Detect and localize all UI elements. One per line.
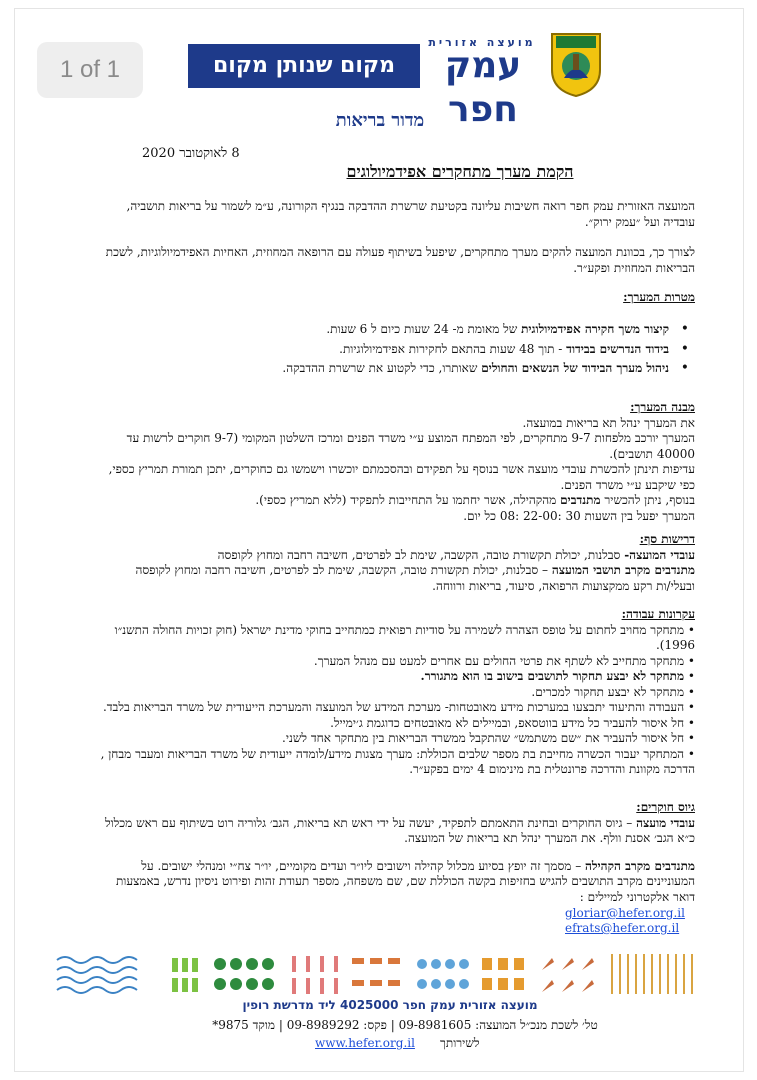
structure-volunteers-bold: מתנדבים bbox=[560, 493, 601, 507]
recruit-emp-text: – גיוס החוקרים ובחינת התאמתם לתפקיד, יעשה על ידי ראש תא בריאות, הגב׳ גלוריה רוט בשיתוף עם ראש מכלול כ״א הגב׳ אסנת וולף. את המערך ינהל תא בריאות של המועצה. bbox=[105, 815, 695, 845]
intro-paragraph-2: לצורך כך, בכוונת המועצה להקים מערך מתחקרים, שיפעל בשיתוף פעולה עם הרופאה המחוזית, האחיות האפידמיולוגיות, לשכת הבריאות המחוזית ופקע״ר. bbox=[105, 245, 695, 275]
principle-item: • המתחקר יעבור הכשרה מחייבת בת מספר שלבים הכוללת: מערך מצגות מידע/לומדה ייעודית של משרד הבריאות ומעבר מבחן , הדרכה מקוונת והדרכה פרונטלית בת מינימום 4 ימים בפקע״ר. bbox=[100, 746, 695, 776]
principle-text: חל איסור להעביר כל מידע בווטסאפ, ובמיילים לא מאובטחים כדוגמת ג׳ימייל. bbox=[330, 715, 685, 730]
requirements-heading: דרישות סף: bbox=[639, 532, 695, 546]
principle-text: המתחקר יעבור הכשרה מחייבת בת מספר שלבים הכוללת: מערך מצגות מידע/לומדה ייעודית של משרד הבריאות ומעבר מבחן , הדרכה מקוונת והדרכה פרונטלית בת מינימום 4 ימים בפקע״ר. bbox=[100, 746, 695, 776]
goal-bold: ניהול מערך הבידוד של הנשאים והחולים bbox=[481, 361, 669, 375]
council-label: מועצה אזורית bbox=[428, 36, 536, 49]
goals-heading: מטרות המערך: bbox=[623, 290, 695, 304]
req-vol-bold: מתנדבים מקרב תושבי המועצה bbox=[551, 563, 695, 577]
principle-item: • העבודה והתיעוד יתבצעו במערכות מידע מאובטחות- מערכת המידע של המועצה והמערכת הייעודית של משרד הבריאות בלבד. bbox=[102, 700, 695, 714]
footer-illustration bbox=[52, 950, 702, 998]
goal-bold: קיצור משך חקירה אפידמיולוגית bbox=[521, 322, 669, 336]
council-name: עמק חפר bbox=[444, 45, 522, 130]
structure-volunteers-post: מהקהילה, אשר יחתמו על התחייבות לתפקיד (ללא תמריץ כספי). bbox=[255, 493, 561, 507]
structure-volunteers bbox=[100, 493, 695, 509]
structure-line: המערך יורכב מלפחות 9-7 מתחקרים, לפי המפתח המוצע ע״י משרד הפנים ומרכז השלטון המקומי (9-7 חוקרים לרשות עד 40000 תושבים). bbox=[126, 431, 695, 461]
principles-section bbox=[100, 607, 695, 778]
principle-text: העבודה והתיעוד יתבצעו במערכות מידע מאובטחות- מערכת המידע של המועצה והמערכת הייעודית של משרד הבריאות בלבד. bbox=[102, 700, 685, 714]
email-link-gloria[interactable]: gloriar@hefer.org.il bbox=[565, 906, 685, 920]
council-crest-logo bbox=[548, 30, 604, 98]
req-emp-bold: עובדי המועצה- bbox=[624, 547, 695, 562]
recruitment-employees bbox=[100, 816, 695, 847]
goal-item bbox=[100, 361, 695, 377]
structure-hours: המערך יפעל בין השעות 30 :22-00 :08 כל יום. bbox=[463, 508, 695, 523]
principle-item: • חל איסור להעביר כל מידע בווטסאפ, ובמיילים לא מאובטחים כדוגמת ג׳ימייל. bbox=[330, 715, 695, 730]
principle-item: • מתחקר מחויב לחתום על טופס הצהרה לשמירה על סודיות רפואית כמתחייב בחוקי מדינת ישראל (חוק זכויות החולה התשנ״ו 1996). bbox=[114, 622, 695, 652]
intro-paragraph-1: המועצה האזורית עמק חפר רואה חשיבות עליונה בקטיעת שרשרת ההדבקה בנגיף הקורונה, ע״מ לשמור על בריאות תושביה, עובדיה ועל ״עמק ירוק״. bbox=[126, 199, 695, 229]
goal-item bbox=[100, 342, 695, 358]
goal-item bbox=[100, 322, 695, 338]
structure-heading: מבנה המערך: bbox=[630, 400, 695, 414]
principle-item: • מתחקר מתחייב לא לשתף את פרטי החולים עם אחרים למעט עם מנהל המערך. bbox=[313, 653, 695, 668]
principle-text: מתחקר מחויב לחתום על טופס הצהרה לשמירה על סודיות רפואית כמתחייב בחוקי מדינת ישראל (חוק זכויות החולה התשנ״ו 1996). bbox=[114, 622, 695, 652]
slogan-banner: מקום שנותן מקום bbox=[188, 44, 420, 88]
goals-list bbox=[100, 322, 695, 381]
principle-bold: מתחקר לא יבצע תחקור לתושבים בישוב בו הוא מתגורר. bbox=[420, 669, 685, 683]
req-emp-text: סבלנות, יכולת תקשורת טובה, הקשבה, שימת לב לפרטים, חשיבה רחבה ומחוץ לקופסה bbox=[217, 547, 625, 562]
recruitment-section bbox=[100, 800, 695, 905]
principles-heading: עקרונות עבודה: bbox=[621, 607, 695, 621]
recruitment-volunteers bbox=[100, 859, 695, 906]
document-title: הקמת מערך מתחקרים אפידמיולוגים bbox=[346, 162, 574, 181]
requirements-volunteers bbox=[100, 563, 695, 594]
principle-text: מתחקר מתחייב לא לשתף את פרטי החולים עם אחרים למעט עם מנהל המערך. bbox=[313, 653, 685, 668]
department-title: מדור בריאות bbox=[335, 110, 425, 131]
goal-text: - תוך 48 שעות בהתאם לחקירות אפידמיולוגיות. bbox=[339, 341, 567, 356]
requirements-employees bbox=[100, 548, 695, 564]
recruit-emp-bold: עובדי מועצה bbox=[636, 815, 695, 830]
principle-item: • חל איסור להעביר את ״שם משתמש״ שהתקבל ממשרד הבריאות בין מתחקר אחד לשני. bbox=[282, 731, 695, 745]
structure-volunteers-pre: בנוסף, ניתן להכשיר bbox=[600, 493, 695, 507]
footer-website-link[interactable]: www.hefer.org.il bbox=[315, 1036, 415, 1050]
principle-item: • מתחקר לא יבצע תחקור לתושבים בישוב בו הוא מתגורר. bbox=[420, 669, 695, 683]
requirements-section bbox=[100, 532, 695, 594]
document-date: 8 לאוקטובר 2020 bbox=[142, 146, 240, 161]
recruit-vol-bold: מתנדבים מקרב הקהילה bbox=[585, 858, 695, 873]
email-link-efrat[interactable]: efrats@hefer.org.il bbox=[565, 921, 680, 935]
principle-item: • מתחקר לא יבצע תחקור למכרים. bbox=[531, 684, 695, 699]
principle-text: מתחקר לא יבצע תחקור למכרים. bbox=[531, 684, 685, 699]
principle-text: חל איסור להעביר את ״שם משתמש״ שהתקבל ממשרד הבריאות בין מתחקר אחד לשני. bbox=[282, 731, 685, 745]
footer-url-suffix: לשירותך bbox=[440, 1036, 480, 1050]
structure-line: עדיפות תינתן להכשרת עובדי מועצה אשר בנוסף על תפקידם ובהסכמתם יוכשרו וישמשו גם כחוקרים, יתכן תמורת תמריץ כספי, כפי שיקבע ע״י משרד הפנים. bbox=[108, 462, 695, 492]
req-vol-text: – סבלנות, יכולת תקשורת טובה, הקשבה, שימת לב לפרטים, חשיבה רחבה ומחוץ לקופסה ובעלי/ות רקע ממקצועות הרפואה, סיעוד, בריאות ורווחה. bbox=[135, 563, 695, 593]
goal-bold: בידוד הנדרשים בבידוד bbox=[566, 341, 669, 356]
recruit-vol-text: – מסמך זה יופץ בסיוע מכלול קהילה וישובים ליו״ר ועדים מקומיים, יו״ר צח״י ומנהלי ישובים. על המעוניינים מקרב התושבים להגיש בחזיפות בקשה הכוללת שם, שם משפחה, מספר תעודת זהות ופירוט ניסיון נדרש, באמצעות דואר אלקטרוני למיילים : bbox=[115, 858, 695, 904]
goal-text: של מאומת מ- 24 שעות כיום ל 6 שעות. bbox=[326, 322, 522, 336]
structure-line: את המערך ינהל תא בריאות במועצה. bbox=[522, 415, 695, 430]
footer-address: מועצה אזורית עמק חפר 4025000 ליד מדרשת רופין bbox=[242, 998, 538, 1012]
page-counter: 1 of 1 bbox=[37, 42, 143, 98]
footer-contacts: טל׳ לשכת מנכ״ל המועצה: 09-8981605 | פקס: 09-8989292 | מוקד 9875* bbox=[212, 1018, 598, 1032]
structure-section bbox=[100, 400, 695, 524]
goal-text: שאותרו, כדי לקטוע את שרשרת ההדבקה. bbox=[282, 361, 482, 375]
recruitment-heading: גיוס חוקרים: bbox=[636, 800, 695, 814]
